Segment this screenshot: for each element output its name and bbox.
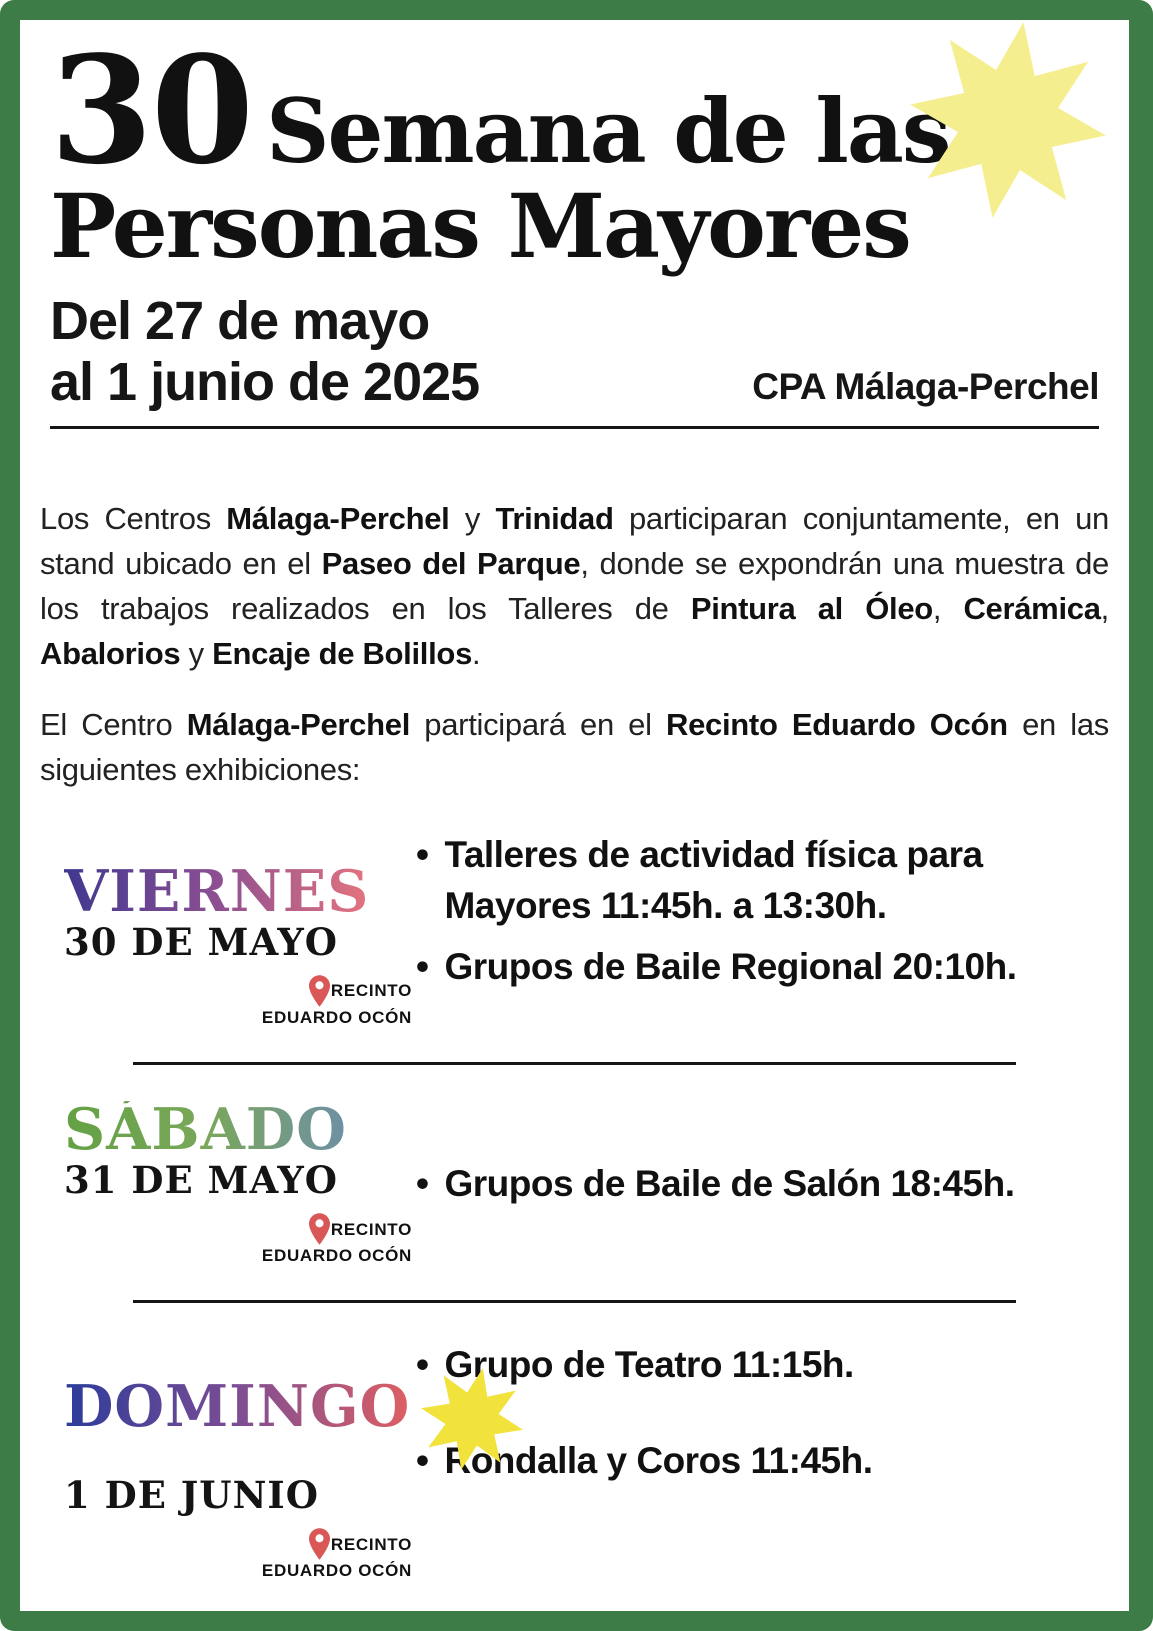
event-item <box>416 829 1107 931</box>
bullet-icon: • <box>416 833 429 875</box>
event-dates <box>50 291 479 412</box>
intro-paragraph-2: El Centro Málaga-Perchel participará en el Recinto Eduardo Ocón en las siguientes exhibiciones: <box>40 707 1109 788</box>
day-date-sabado: 31 DE MAYO <box>64 1158 339 1203</box>
title-line2: Personas Mayores <box>50 174 910 279</box>
schedule-row-sabado <box>36 1096 1113 1266</box>
event-item <box>416 1158 1107 1209</box>
bullet-icon: • <box>416 1344 429 1386</box>
location-line2: EDUARDO OCÓN <box>261 1561 412 1581</box>
schedule-row-viernes <box>36 829 1113 1028</box>
location-pin-icon <box>309 975 330 1007</box>
location-pin-icon <box>309 1528 330 1560</box>
location-line1: RECINTO <box>330 1534 412 1554</box>
location-line2: EDUARDO OCÓN <box>261 1007 412 1027</box>
event-text: Talleres de actividad física para Mayores 11:45h. a 13:30h. <box>444 833 983 927</box>
header-rule <box>50 426 1099 429</box>
event-list-viernes <box>416 829 1113 1028</box>
intro-paragraph-1: Los Centros Málaga-Perchel y Trinidad participaran conjuntamente, en un stand ubicado en el Paseo del Parque, donde se expondrán una muestra de los trabajos realizados en los Talleres de Pintura al Óleo, Cerámica, Abalorios y Encaje de Bolillos. <box>40 501 1109 672</box>
location-line1: RECINTO <box>330 981 412 1001</box>
date-line2: al 1 junio de 2025 <box>50 351 480 412</box>
day-name-sabado: SÁBADO <box>64 1096 347 1164</box>
event-list-sabado <box>416 1158 1113 1209</box>
event-text: Grupo de Teatro 11:15h. <box>444 1344 854 1386</box>
schedule-row-domingo <box>36 1339 1113 1581</box>
star-icon <box>894 2 1122 238</box>
bullet-icon: • <box>416 1439 429 1481</box>
date-line1: Del 27 de mayo <box>50 291 430 352</box>
location-line2: EDUARDO OCÓN <box>261 1246 412 1266</box>
event-item <box>416 941 1107 992</box>
section-divider <box>133 1062 1016 1065</box>
location-badge <box>262 975 412 1028</box>
day-block-viernes <box>36 829 416 1028</box>
section-divider <box>133 1300 1016 1303</box>
day-date-viernes: 30 DE MAYO <box>64 919 339 964</box>
day-block-domingo <box>36 1339 416 1581</box>
location-pin-icon <box>309 1213 330 1245</box>
day-block-sabado <box>36 1096 416 1266</box>
day-name-domingo: DOMINGO <box>64 1372 411 1440</box>
subtitle-row <box>50 291 1099 412</box>
day-date-domingo: 1 DE JUNIO <box>64 1473 319 1518</box>
event-text: Rondalla y Coros 11:45h. <box>444 1439 873 1481</box>
bullet-icon: • <box>416 1163 429 1205</box>
location-badge <box>262 1213 412 1266</box>
location-badge <box>262 1528 412 1581</box>
day-name-viernes: VIERNES <box>64 857 370 925</box>
title-line1: Semana de las <box>265 79 950 183</box>
event-text: Grupos de Baile Regional 20:10h. <box>444 946 1017 988</box>
edition-number: 30 <box>50 23 252 197</box>
location-line1: RECINTO <box>330 1219 412 1239</box>
bullet-icon: • <box>416 946 429 988</box>
event-text: Grupos de Baile de Salón 18:45h. <box>444 1163 1015 1205</box>
organizer-name: CPA Málaga-Perchel <box>752 366 1099 408</box>
